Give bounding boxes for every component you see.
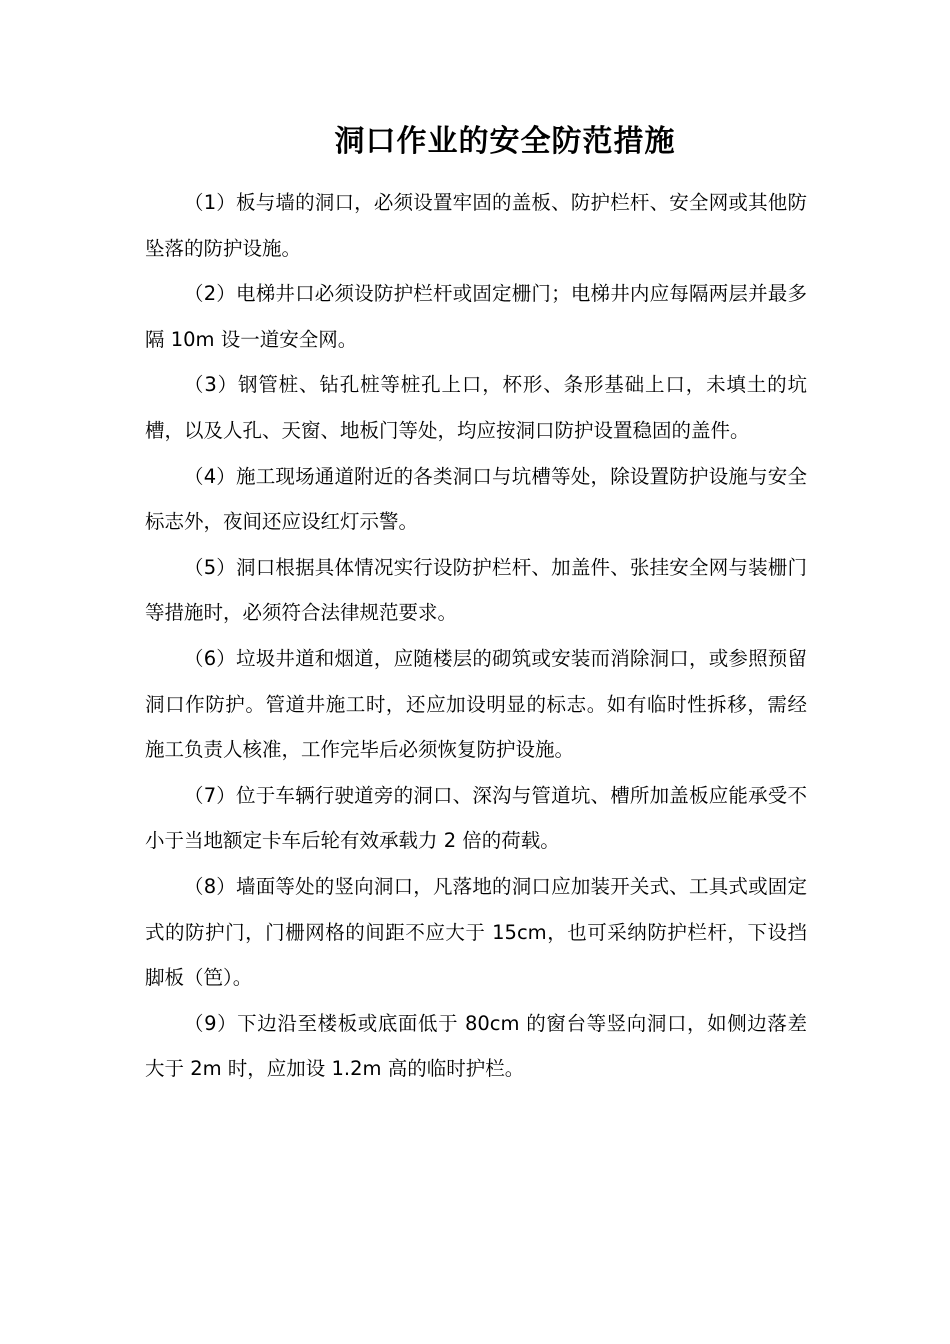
- paragraph-6: （6）垃圾井道和烟道，应随楼层的砌筑或安装而消除洞口，或参照预留洞口作防护。管道井施工时，还应加设明显的标志。如有临时性拆移，需经施工负责人核准，工作完毕后必须恢复防护设施。: [145, 646, 807, 762]
- document-title: 洞口作业的安全防范措施: [334, 124, 676, 159]
- paragraph-7: （7）位于车辆行驶道旁的洞口、深沟与管道坑、槽所加盖板应能承受不小于当地额定卡车后轮有效承载力 2 倍的荷载。: [145, 783, 807, 853]
- document-body: [145, 180, 807, 1092]
- paragraph-8: （8）墙面等处的竖向洞口，凡落地的洞口应加装开关式、工具式或固定式的防护门，门栅网格的间距不应大于 15cm，也可采纳防护栏杆，下设挡脚板（笆）。: [145, 874, 807, 990]
- paragraph-1: （1）板与墙的洞口，必须设置牢固的盖板、防护栏杆、安全网或其他防坠落的防护设施。: [145, 191, 807, 260]
- paragraph-3: （3）钢管桩、钻孔桩等桩孔上口，杯形、条形基础上口，未填土的坑槽，以及人孔、天窗、地板门等处，均应按洞口防护设置稳固的盖件。: [145, 373, 807, 442]
- paragraph-5: （5）洞口根据具体情况实行设防护栏杆、加盖件、张挂安全网与装栅门等措施时，必须符合法律规范要求。: [145, 555, 807, 625]
- paragraph-2: （2）电梯井口必须设防护栏杆或固定栅门；电梯井内应每隔两层并最多隔 10m 设一道安全网。: [145, 282, 807, 351]
- paragraph-9: （9）下边沿至楼板或底面低于 80cm 的窗台等竖向洞口，如侧边落差大于 2m 时，应加设 1.2m 高的临时护栏。: [145, 1011, 807, 1081]
- paragraph-4: （4）施工现场通道附近的各类洞口与坑槽等处，除设置防护设施与安全标志外，夜间还应设红灯示警。: [145, 464, 807, 534]
